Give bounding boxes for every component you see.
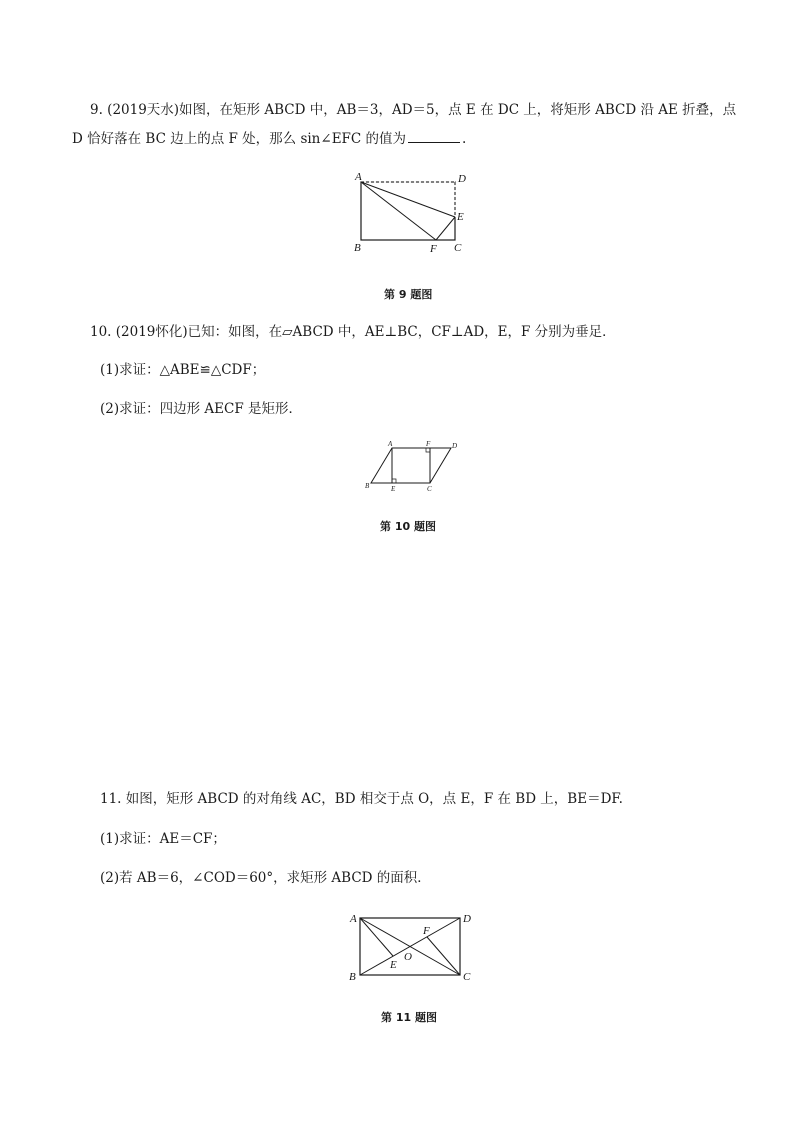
right-angle-mark-e [392,479,396,483]
label-c: C [463,971,471,983]
label-f: F [423,925,430,937]
label-a: A [350,913,357,925]
q10-part1: (1)求证：△ABE≌△CDF； [100,362,266,378]
label-b: B [365,482,370,490]
label-d: D [458,173,466,185]
label-c: C [427,485,432,493]
segment-ae [361,182,455,217]
q11-figure [345,908,475,984]
q9-stem-end: . [462,131,467,147]
q11-part2: (2)若 AB＝6，∠COD＝60°，求矩形 ABCD 的面积． [100,870,431,886]
q11-caption: 第 11 题图 [381,1011,437,1024]
right-angle-mark-f [426,448,430,452]
label-e: E [457,211,464,223]
q9-caption: 第 9 题图 [384,288,433,301]
label-e: E [391,485,396,493]
q10-part2: (2)求证：四边形 AECF 是矩形． [100,401,303,417]
segment-af [361,182,436,240]
label-a: A [388,440,393,448]
q10-figure [364,438,464,496]
label-e: E [390,959,397,971]
rectangle-abcd [361,182,455,240]
label-b: B [349,971,356,983]
answer-blank [408,128,460,143]
segment-fe [436,217,455,240]
q9-stem-text: D 恰好落在 BC 边上的点 F 处，那么 sin∠EFC 的值为 [72,131,407,147]
label-d: D [452,442,458,450]
q9-figure [350,168,480,258]
q10-caption: 第 10 题图 [380,520,436,533]
label-c: C [454,242,462,254]
q11-stem: 11. 如图，矩形 ABCD 的对角线 AC，BD 相交于点 O，点 E，F 在 BD 上，BE＝DF. [100,791,623,807]
segment-ae [360,918,393,956]
label-f: F [430,243,437,255]
q9-stem-line2 [72,128,466,149]
label-f: F [426,440,431,448]
q9-stem-line1: 9. (2019天水)如图，在矩形 ABCD 中，AB＝3，AD＝5，点 E 在 DC 上，将矩形 ABCD 沿 AE 折叠，点 [90,102,737,118]
label-o: O [404,951,412,963]
label-a: A [355,171,362,183]
parallelogram-abcd [371,448,451,483]
segment-cf [427,937,460,975]
q10-stem: 10. (2019怀化)已知：如图，在▱ABCD 中，AE⊥BC，CF⊥AD，E，F 分别为垂足． [90,324,616,340]
label-d: D [463,913,471,925]
q11-part1: (1)求证：AE＝CF； [100,831,226,847]
label-b: B [354,242,361,254]
